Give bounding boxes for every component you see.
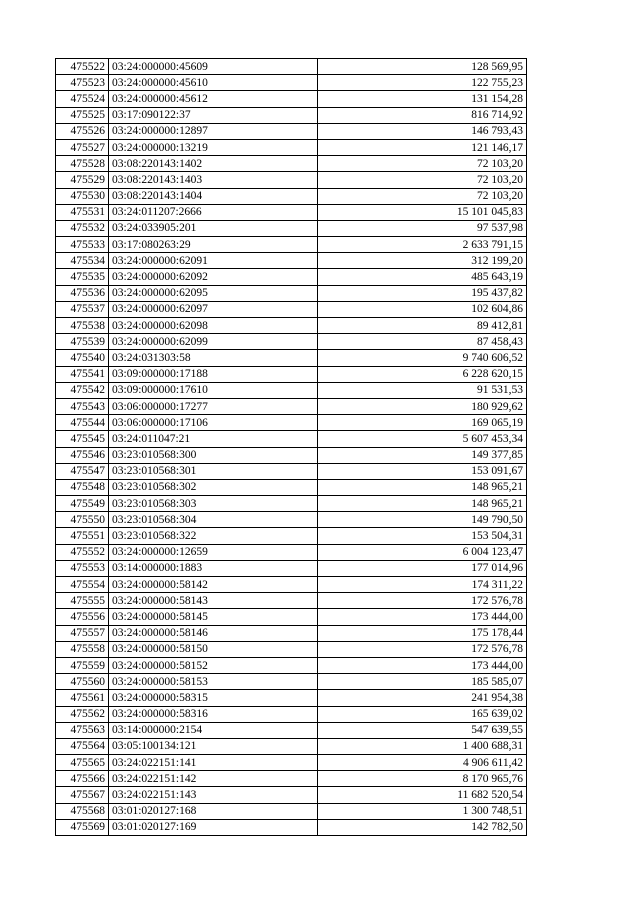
cadastral-number-cell: 03:24:022151:143 xyxy=(109,787,318,803)
value-cell: 148 965,21 xyxy=(318,479,527,495)
cadastral-number-cell: 03:17:080263:29 xyxy=(109,237,318,253)
table-row xyxy=(56,269,527,285)
table-row xyxy=(56,771,527,787)
table-row xyxy=(56,706,527,722)
row-number-cell: 475567 xyxy=(56,787,109,803)
row-number-cell: 475552 xyxy=(56,544,109,560)
row-number-cell: 475538 xyxy=(56,318,109,334)
row-number-cell: 475561 xyxy=(56,690,109,706)
value-cell: 816 714,92 xyxy=(318,107,527,123)
value-cell: 146 793,43 xyxy=(318,123,527,139)
row-number-cell: 475568 xyxy=(56,803,109,819)
value-cell: 149 377,85 xyxy=(318,447,527,463)
row-number-cell: 475525 xyxy=(56,107,109,123)
table-row xyxy=(56,156,527,172)
table-row xyxy=(56,301,527,317)
table-row xyxy=(56,819,527,835)
cadastral-number-cell: 03:24:000000:12659 xyxy=(109,544,318,560)
value-cell: 6 228 620,15 xyxy=(318,366,527,382)
value-cell: 173 444,00 xyxy=(318,657,527,673)
table-row xyxy=(56,285,527,301)
cadastral-number-cell: 03:14:000000:1883 xyxy=(109,560,318,576)
cadastral-number-cell: 03:24:000000:58153 xyxy=(109,674,318,690)
row-number-cell: 475566 xyxy=(56,771,109,787)
cadastral-number-cell: 03:24:000000:45609 xyxy=(109,59,318,75)
table-row xyxy=(56,334,527,350)
row-number-cell: 475549 xyxy=(56,496,109,512)
cadastral-number-cell: 03:24:000000:58316 xyxy=(109,706,318,722)
cadastral-number-cell: 03:24:000000:58150 xyxy=(109,641,318,657)
value-cell: 89 412,81 xyxy=(318,318,527,334)
cadastral-number-cell: 03:24:000000:12897 xyxy=(109,123,318,139)
table-row xyxy=(56,91,527,107)
value-cell: 122 755,23 xyxy=(318,75,527,91)
table-row xyxy=(56,107,527,123)
cadastral-number-cell: 03:05:100134:121 xyxy=(109,738,318,754)
value-cell: 312 199,20 xyxy=(318,253,527,269)
cadastral-number-cell: 03:08:220143:1404 xyxy=(109,188,318,204)
table-row xyxy=(56,431,527,447)
value-cell: 8 170 965,76 xyxy=(318,771,527,787)
row-number-cell: 475562 xyxy=(56,706,109,722)
cadastral-number-cell: 03:08:220143:1403 xyxy=(109,172,318,188)
row-number-cell: 475545 xyxy=(56,431,109,447)
row-number-cell: 475543 xyxy=(56,398,109,414)
cadastral-number-cell: 03:24:022151:142 xyxy=(109,771,318,787)
cadastral-number-cell: 03:24:000000:62099 xyxy=(109,334,318,350)
table-row xyxy=(56,415,527,431)
cadastral-number-cell: 03:01:020127:169 xyxy=(109,819,318,835)
row-number-cell: 475557 xyxy=(56,625,109,641)
table-row xyxy=(56,172,527,188)
table-row xyxy=(56,690,527,706)
row-number-cell: 475524 xyxy=(56,91,109,107)
row-number-cell: 475560 xyxy=(56,674,109,690)
row-number-cell: 475533 xyxy=(56,237,109,253)
cadastral-number-cell: 03:23:010568:304 xyxy=(109,512,318,528)
table-row xyxy=(56,139,527,155)
cadastral-number-cell: 03:17:090122:37 xyxy=(109,107,318,123)
value-cell: 1 400 688,31 xyxy=(318,738,527,754)
value-cell: 149 790,50 xyxy=(318,512,527,528)
value-cell: 172 576,78 xyxy=(318,641,527,657)
row-number-cell: 475565 xyxy=(56,755,109,771)
row-number-cell: 475536 xyxy=(56,285,109,301)
value-cell: 153 504,31 xyxy=(318,528,527,544)
value-cell: 5 607 453,34 xyxy=(318,431,527,447)
value-cell: 15 101 045,83 xyxy=(318,204,527,220)
value-cell: 97 537,98 xyxy=(318,220,527,236)
value-cell: 142 782,50 xyxy=(318,819,527,835)
table-row xyxy=(56,787,527,803)
table-row xyxy=(56,722,527,738)
value-cell: 172 576,78 xyxy=(318,593,527,609)
cadastral-number-cell: 03:06:000000:17277 xyxy=(109,398,318,414)
value-cell: 174 311,22 xyxy=(318,577,527,593)
table-row xyxy=(56,674,527,690)
row-number-cell: 475563 xyxy=(56,722,109,738)
value-cell: 153 091,67 xyxy=(318,463,527,479)
row-number-cell: 475559 xyxy=(56,657,109,673)
cadastral-number-cell: 03:24:000000:58315 xyxy=(109,690,318,706)
row-number-cell: 475530 xyxy=(56,188,109,204)
cadastral-number-cell: 03:24:000000:58152 xyxy=(109,657,318,673)
row-number-cell: 475564 xyxy=(56,738,109,754)
table-row xyxy=(56,755,527,771)
cadastral-number-cell: 03:08:220143:1402 xyxy=(109,156,318,172)
table-row xyxy=(56,204,527,220)
cadastral-number-cell: 03:23:010568:302 xyxy=(109,479,318,495)
cadastral-number-cell: 03:09:000000:17188 xyxy=(109,366,318,382)
cadastral-number-cell: 03:09:000000:17610 xyxy=(109,382,318,398)
row-number-cell: 475558 xyxy=(56,641,109,657)
value-cell: 121 146,17 xyxy=(318,139,527,155)
value-cell: 72 103,20 xyxy=(318,172,527,188)
value-cell: 4 906 611,42 xyxy=(318,755,527,771)
value-cell: 2 633 791,15 xyxy=(318,237,527,253)
value-cell: 11 682 520,54 xyxy=(318,787,527,803)
row-number-cell: 475539 xyxy=(56,334,109,350)
table-row xyxy=(56,253,527,269)
table-row xyxy=(56,398,527,414)
table-row xyxy=(56,318,527,334)
table-row xyxy=(56,560,527,576)
value-cell: 1 300 748,51 xyxy=(318,803,527,819)
value-cell: 173 444,00 xyxy=(318,609,527,625)
row-number-cell: 475527 xyxy=(56,139,109,155)
value-cell: 102 604,86 xyxy=(318,301,527,317)
cadastral-number-cell: 03:24:000000:62091 xyxy=(109,253,318,269)
value-cell: 485 643,19 xyxy=(318,269,527,285)
cadastral-number-cell: 03:24:000000:58143 xyxy=(109,593,318,609)
value-cell: 72 103,20 xyxy=(318,188,527,204)
table-row xyxy=(56,237,527,253)
cadastral-number-cell: 03:23:010568:300 xyxy=(109,447,318,463)
table-row xyxy=(56,496,527,512)
table-row xyxy=(56,657,527,673)
value-cell: 180 929,62 xyxy=(318,398,527,414)
row-number-cell: 475526 xyxy=(56,123,109,139)
cadastral-number-cell: 03:06:000000:17106 xyxy=(109,415,318,431)
cadastral-number-cell: 03:24:000000:62092 xyxy=(109,269,318,285)
row-number-cell: 475540 xyxy=(56,350,109,366)
row-number-cell: 475556 xyxy=(56,609,109,625)
table-row xyxy=(56,366,527,382)
row-number-cell: 475551 xyxy=(56,528,109,544)
cadastral-number-cell: 03:24:000000:62098 xyxy=(109,318,318,334)
cadastral-number-cell: 03:24:000000:45610 xyxy=(109,75,318,91)
row-number-cell: 475534 xyxy=(56,253,109,269)
table-row xyxy=(56,803,527,819)
table-row xyxy=(56,577,527,593)
value-cell: 87 458,43 xyxy=(318,334,527,350)
row-number-cell: 475532 xyxy=(56,220,109,236)
table-row xyxy=(56,220,527,236)
value-cell: 128 569,95 xyxy=(318,59,527,75)
value-cell: 175 178,44 xyxy=(318,625,527,641)
table-row xyxy=(56,382,527,398)
value-cell: 6 004 123,47 xyxy=(318,544,527,560)
table-row xyxy=(56,447,527,463)
table-row xyxy=(56,609,527,625)
cadastral-number-cell: 03:24:000000:62097 xyxy=(109,301,318,317)
row-number-cell: 475531 xyxy=(56,204,109,220)
cadastral-number-cell: 03:24:000000:62095 xyxy=(109,285,318,301)
table-row xyxy=(56,641,527,657)
cadastral-number-cell: 03:24:011047:21 xyxy=(109,431,318,447)
cadastral-number-cell: 03:24:011207:2666 xyxy=(109,204,318,220)
row-number-cell: 475553 xyxy=(56,560,109,576)
row-number-cell: 475546 xyxy=(56,447,109,463)
row-number-cell: 475541 xyxy=(56,366,109,382)
row-number-cell: 475522 xyxy=(56,59,109,75)
table-row xyxy=(56,75,527,91)
cadastral-number-cell: 03:23:010568:303 xyxy=(109,496,318,512)
table-row xyxy=(56,463,527,479)
cadastral-number-cell: 03:24:000000:58145 xyxy=(109,609,318,625)
value-cell: 185 585,07 xyxy=(318,674,527,690)
cadastral-number-cell: 03:14:000000:2154 xyxy=(109,722,318,738)
row-number-cell: 475554 xyxy=(56,577,109,593)
value-cell: 91 531,53 xyxy=(318,382,527,398)
table-row xyxy=(56,59,527,75)
cadastral-number-cell: 03:24:000000:45612 xyxy=(109,91,318,107)
row-number-cell: 475550 xyxy=(56,512,109,528)
row-number-cell: 475523 xyxy=(56,75,109,91)
row-number-cell: 475569 xyxy=(56,819,109,835)
cadastral-number-cell: 03:24:022151:141 xyxy=(109,755,318,771)
cadastral-number-cell: 03:24:000000:58146 xyxy=(109,625,318,641)
table-row xyxy=(56,123,527,139)
table-row xyxy=(56,350,527,366)
table-row xyxy=(56,528,527,544)
value-cell: 241 954,38 xyxy=(318,690,527,706)
value-cell: 547 639,55 xyxy=(318,722,527,738)
cadastral-number-cell: 03:24:000000:58142 xyxy=(109,577,318,593)
row-number-cell: 475548 xyxy=(56,479,109,495)
row-number-cell: 475547 xyxy=(56,463,109,479)
value-cell: 169 065,19 xyxy=(318,415,527,431)
table-row xyxy=(56,188,527,204)
registry-table-body xyxy=(56,59,527,836)
cadastral-number-cell: 03:24:031303:58 xyxy=(109,350,318,366)
row-number-cell: 475535 xyxy=(56,269,109,285)
row-number-cell: 475537 xyxy=(56,301,109,317)
row-number-cell: 475542 xyxy=(56,382,109,398)
row-number-cell: 475529 xyxy=(56,172,109,188)
row-number-cell: 475544 xyxy=(56,415,109,431)
cadastral-number-cell: 03:23:010568:301 xyxy=(109,463,318,479)
value-cell: 165 639,02 xyxy=(318,706,527,722)
table-row xyxy=(56,512,527,528)
value-cell: 72 103,20 xyxy=(318,156,527,172)
value-cell: 177 014,96 xyxy=(318,560,527,576)
value-cell: 148 965,21 xyxy=(318,496,527,512)
table-row xyxy=(56,593,527,609)
row-number-cell: 475528 xyxy=(56,156,109,172)
table-row xyxy=(56,625,527,641)
registry-table xyxy=(55,58,527,836)
table-row xyxy=(56,738,527,754)
value-cell: 195 437,82 xyxy=(318,285,527,301)
row-number-cell: 475555 xyxy=(56,593,109,609)
value-cell: 9 740 606,52 xyxy=(318,350,527,366)
cadastral-number-cell: 03:23:010568:322 xyxy=(109,528,318,544)
value-cell: 131 154,28 xyxy=(318,91,527,107)
table-row xyxy=(56,544,527,560)
cadastral-number-cell: 03:24:033905:201 xyxy=(109,220,318,236)
cadastral-number-cell: 03:24:000000:13219 xyxy=(109,139,318,155)
table-row xyxy=(56,479,527,495)
cadastral-number-cell: 03:01:020127:168 xyxy=(109,803,318,819)
